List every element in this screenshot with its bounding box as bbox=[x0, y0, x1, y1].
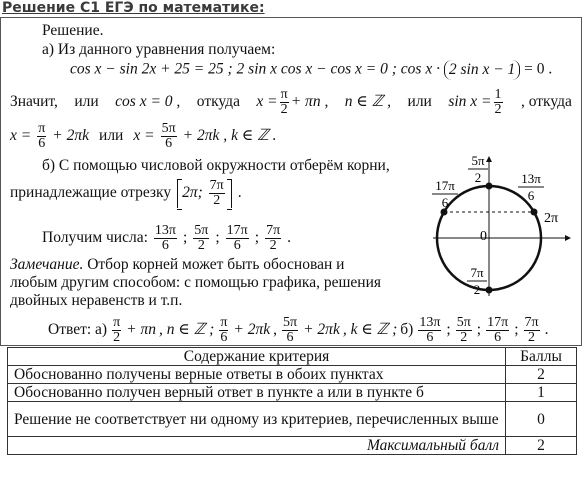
criteria-header: Содержание критерия bbox=[8, 348, 506, 366]
criteria-score: 2 bbox=[506, 366, 577, 384]
label-top-num: 5π bbox=[471, 153, 485, 168]
period: . bbox=[287, 229, 292, 246]
number-5pi-2 bbox=[193, 224, 209, 253]
answer-n-in-z: , n ∈ ℤ ; bbox=[159, 321, 215, 338]
cos-zero: cos x = 0 , bbox=[115, 93, 181, 110]
remark-line3: двойных неравенств и т.п. bbox=[10, 292, 183, 309]
frac-num: 7π bbox=[524, 314, 539, 330]
answer-label: Ответ: а) bbox=[48, 321, 108, 338]
interval-end: . bbox=[237, 184, 242, 201]
n-in-z: n ∈ ℤ , bbox=[344, 93, 392, 110]
remark-line2: любым другим способом: с помощью графика, решения bbox=[10, 274, 382, 291]
answer-frac-pi-2 bbox=[112, 316, 121, 345]
point-13pi-6 bbox=[531, 209, 538, 216]
frac-den: 2 bbox=[280, 101, 288, 117]
table-row-max bbox=[8, 437, 577, 455]
frac-den: 6 bbox=[286, 329, 294, 345]
point-7pi-2 bbox=[486, 287, 493, 294]
frac-den: 6 bbox=[165, 135, 173, 151]
frac-den: 2 bbox=[460, 329, 468, 345]
solution-title: Решение. bbox=[42, 22, 104, 39]
x-eq-label: x = bbox=[133, 127, 155, 144]
number-17pi-6 bbox=[226, 224, 249, 253]
answer-7pi-2 bbox=[524, 316, 540, 345]
equation-line bbox=[70, 60, 552, 80]
period: . bbox=[544, 321, 549, 338]
max-score-value: 2 bbox=[506, 437, 577, 455]
label-top-den: 2 bbox=[474, 170, 482, 185]
answer-line bbox=[48, 314, 548, 346]
answer-k-in-z: , k ∈ ℤ ; bbox=[342, 321, 398, 338]
label-upper-left-den: 6 bbox=[441, 195, 449, 210]
interval-bracket bbox=[177, 179, 232, 208]
frac-num: π bbox=[38, 120, 46, 136]
sin-half bbox=[448, 88, 504, 117]
frac-num: 17π bbox=[487, 314, 509, 330]
label-upper-right-den: 6 bbox=[527, 188, 535, 203]
equation-paren bbox=[444, 60, 520, 80]
criteria-text: Обоснованно получен верный ответ в пункте а или в пункте б bbox=[8, 384, 506, 402]
ili-word-1: или bbox=[74, 93, 99, 110]
frac-den: 2 bbox=[213, 192, 221, 208]
answer-plus-2pik: + 2πk bbox=[303, 321, 340, 338]
max-score-label: Максимальный балл bbox=[8, 437, 506, 455]
frac-num: π bbox=[113, 314, 121, 330]
answer-b-label: б) bbox=[400, 321, 414, 338]
criteria-text: Решение не соответствует ни одному из критериев, перечисленных выше bbox=[8, 402, 506, 437]
unit-circle-diagram bbox=[425, 150, 575, 300]
otkuda-word-1: откуда bbox=[196, 93, 240, 110]
table-row bbox=[8, 402, 577, 437]
numbers-label: Получим числа: bbox=[42, 229, 148, 246]
frac-num: 5π bbox=[283, 314, 298, 330]
frac-num: 5π bbox=[456, 314, 471, 330]
ili-word-3: или bbox=[99, 127, 124, 144]
plus-2pik: + 2πk , bbox=[182, 127, 228, 144]
label-upper-left-num: 17π bbox=[435, 178, 455, 193]
table-header-row bbox=[8, 348, 577, 366]
answer-comma: , bbox=[273, 321, 278, 338]
frac-den: 6 bbox=[494, 329, 502, 345]
frac-pi-2 bbox=[280, 88, 289, 117]
frac-den: 2 bbox=[269, 237, 277, 253]
part-b-line2 bbox=[10, 176, 242, 210]
frac-den: 2 bbox=[494, 101, 502, 117]
answer-17pi-6 bbox=[486, 316, 509, 345]
criteria-text: Обоснованно получены верные ответы в обоих пунктах bbox=[8, 366, 506, 384]
x-eq-label: x = bbox=[256, 92, 278, 110]
frac-num: 13π bbox=[154, 222, 176, 238]
answer-plus-2pik: + 2πk bbox=[233, 321, 271, 338]
frac-num: 17π bbox=[226, 222, 248, 238]
answer-plus-pin: + πn bbox=[126, 321, 157, 338]
ili-word-2: или bbox=[407, 93, 432, 110]
remark-label: Замечание. bbox=[10, 256, 84, 273]
equation-end: = 0 . bbox=[524, 60, 553, 78]
point-5pi-2 bbox=[486, 183, 493, 190]
label-origin: 0 bbox=[480, 229, 487, 244]
frac-den: 6 bbox=[38, 135, 46, 151]
frac-den: 6 bbox=[233, 237, 241, 253]
number-13pi-6 bbox=[154, 224, 177, 253]
separator: ; bbox=[182, 229, 188, 246]
answer-13pi-6 bbox=[418, 316, 441, 345]
answer-frac-pi-6 bbox=[219, 316, 228, 345]
table-row bbox=[8, 366, 577, 384]
label-bottom-den: 2 bbox=[473, 282, 481, 297]
answer-5pi-2 bbox=[456, 316, 472, 345]
frac-den: 6 bbox=[426, 329, 434, 345]
frac-den: 6 bbox=[161, 237, 169, 253]
frac-den: 2 bbox=[113, 329, 121, 345]
otkuda-word-2: , откуда bbox=[520, 93, 572, 110]
frac-num: 13π bbox=[419, 314, 441, 330]
remark-line1 bbox=[10, 256, 420, 274]
number-7pi-2 bbox=[265, 224, 281, 253]
plus-2pik: + 2πk bbox=[52, 127, 90, 144]
plus-pin: + πn , bbox=[290, 92, 329, 110]
equation-paren-text: 2 sin x − 1 bbox=[448, 61, 516, 78]
frac-num: 7π bbox=[266, 222, 281, 238]
criteria-table bbox=[7, 347, 577, 455]
x-pi-half bbox=[256, 88, 328, 117]
frac-num: 1 bbox=[494, 86, 502, 102]
separator: ; bbox=[254, 229, 260, 246]
frac-num: π bbox=[220, 314, 228, 330]
frac-num: π bbox=[280, 86, 288, 102]
frac-num: 5π bbox=[194, 222, 209, 238]
criteria-score: 1 bbox=[506, 384, 577, 402]
numbers-line bbox=[42, 221, 291, 255]
sin-eq-label: sin x = bbox=[448, 92, 492, 110]
separator: ; bbox=[514, 321, 519, 338]
part-a-intro: а) Из данного уравнения получаем: bbox=[42, 41, 276, 58]
remark-text: Отбор корней может быть обоснован и bbox=[87, 256, 345, 273]
x-axis-arrow bbox=[565, 235, 571, 241]
criteria-score: 0 bbox=[506, 402, 577, 437]
k-in-z: k ∈ ℤ . bbox=[231, 127, 277, 144]
part-b-text: принадлежащие отрезку bbox=[10, 184, 172, 201]
frac-pi-6 bbox=[37, 122, 46, 151]
frac-num: 7π bbox=[209, 177, 224, 193]
equation-text: cos x − sin 2x + 25 = 25 ; 2 sin x cos x − cos x = 0 ; cos x · bbox=[70, 60, 440, 78]
separator: ; bbox=[476, 321, 482, 338]
separator: ; bbox=[446, 321, 451, 338]
label-right: 2π bbox=[544, 211, 559, 226]
interval-left: 2π; bbox=[182, 183, 203, 201]
frac-num: 5π bbox=[161, 120, 176, 136]
frac-den: 2 bbox=[197, 237, 205, 253]
label-bottom-num: 7π bbox=[470, 265, 484, 280]
page-title: Решение С1 ЕГЭ по математике: bbox=[2, 0, 265, 16]
part-b-line1: б) С помощью числовой окружности отберём корни, bbox=[42, 157, 390, 174]
frac-den: 6 bbox=[220, 329, 228, 345]
frac-5pi-6 bbox=[161, 122, 177, 151]
score-header: Баллы bbox=[506, 348, 577, 366]
label-upper-right-num: 13π bbox=[521, 171, 541, 186]
frac-7pi-2 bbox=[209, 179, 225, 208]
frac-den: 2 bbox=[528, 329, 536, 345]
roots-line bbox=[10, 120, 277, 151]
frac-1-2 bbox=[494, 88, 503, 117]
znachit-line bbox=[10, 86, 572, 117]
y-axis-arrow bbox=[486, 156, 492, 162]
table-row bbox=[8, 384, 577, 402]
x-eq-label: x = bbox=[10, 127, 32, 144]
znachit-word: Значит, bbox=[10, 93, 58, 110]
answer-frac-5pi-6 bbox=[282, 316, 298, 345]
separator: ; bbox=[215, 229, 220, 246]
